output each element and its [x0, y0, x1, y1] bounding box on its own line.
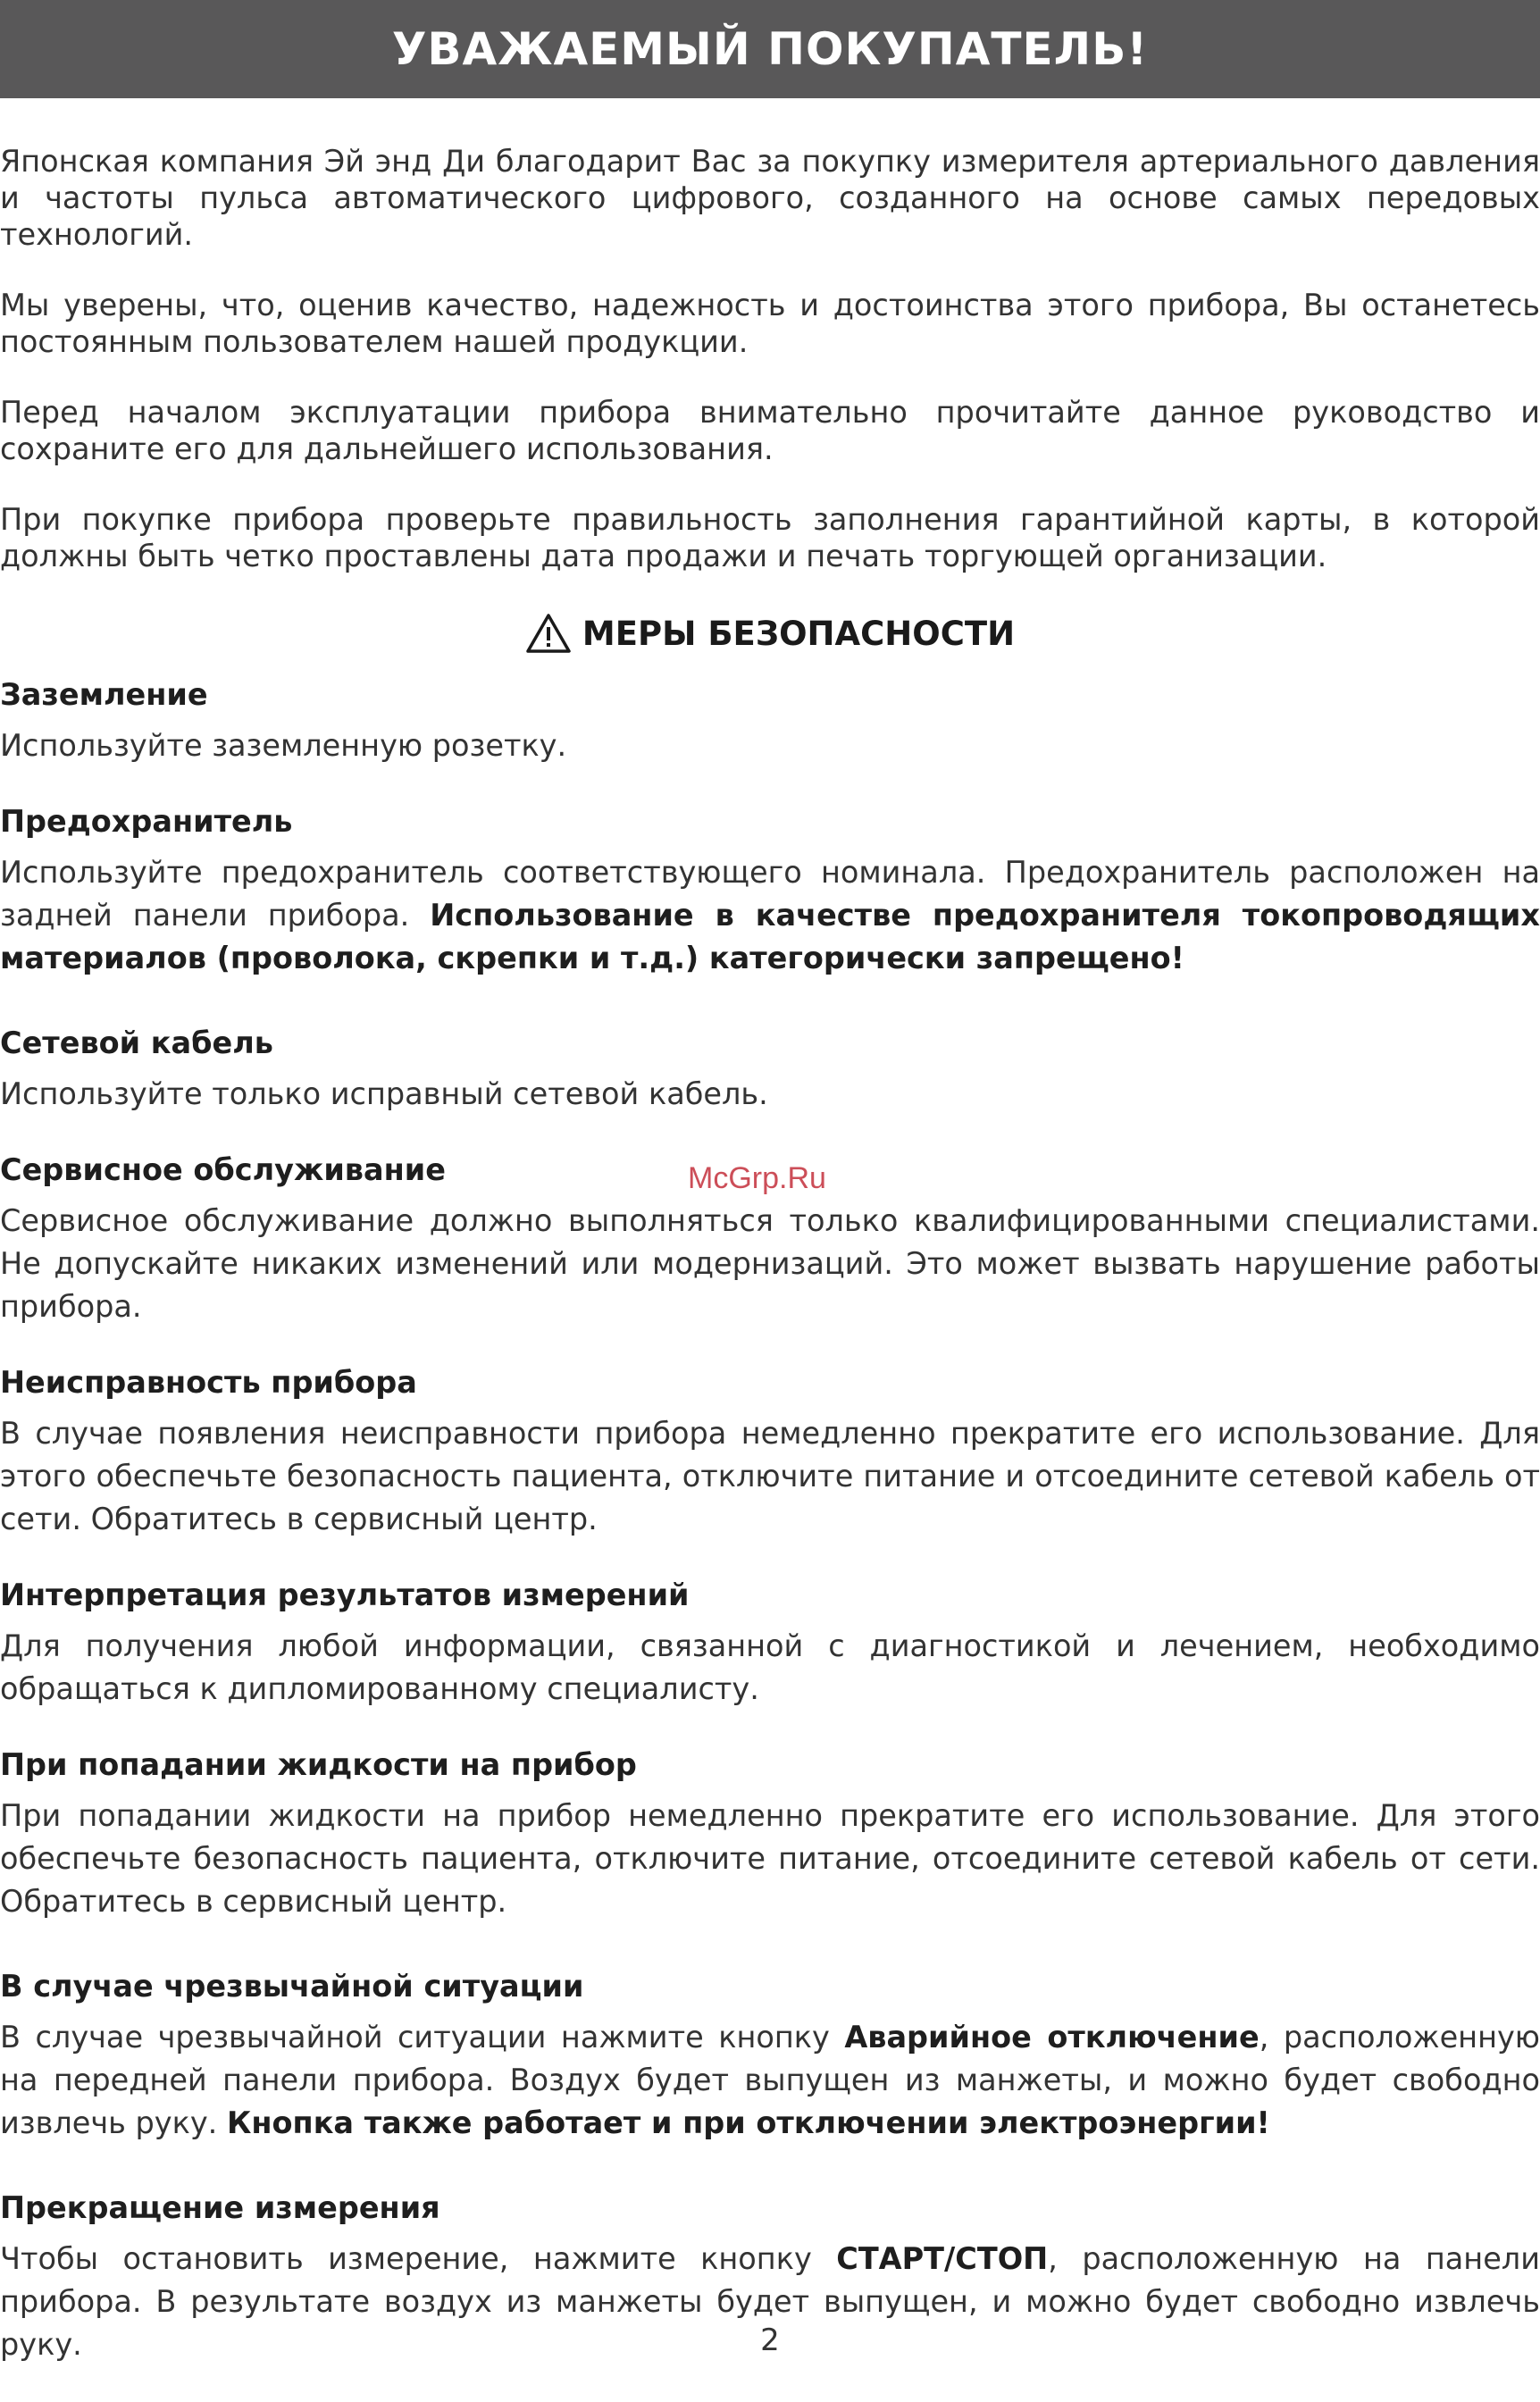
section-heading: Интерпретация результатов измерений [0, 1578, 690, 1612]
intro-paragraph-3: Перед началом эксплуатации прибора внимательно прочитайте данное руководство и сохраните его для дальнейшего использования. [0, 395, 1540, 466]
section-body-warning: Использование в качестве предохранителя токопроводящих материалов (проволока, скрепки и т.д.) категорически запрещено! [0, 898, 1540, 975]
section-fuse [0, 803, 1540, 980]
section-body: При попадании жидкости на прибор немедленно прекратите его использование. Для этого обеспечьте безопасность пациента, отключите питание, отсоедините сетевой кабель от сети. Обратитесь в сервисный центр. [0, 1798, 1540, 1919]
section-body [0, 2016, 1540, 2145]
section-grounding [0, 676, 1540, 767]
section-heading: Прекращение измерения [0, 2190, 440, 2225]
section-body: В случае появления неисправности прибора немедленно прекратите его использование. Для этого обеспечьте безопасность пациента, отключите питание и отсоедините сетевой кабель от сети. Обратитесь в сервисный центр. [0, 1416, 1540, 1536]
intro-paragraph-4: При покупке прибора проверьте правильность заполнения гарантийной карты, в которой должны быть четко проставлены дата продажи и печать торгующей организации. [0, 502, 1540, 573]
section-heading: Предохранитель [0, 804, 293, 839]
section-heading: Неисправность прибора [0, 1365, 417, 1400]
section-body: Для получения любой информации, связанной с диагностикой и лечением, необходимо обращаться к дипломированному специалисту. [0, 1628, 1540, 1706]
section-body [0, 851, 1540, 980]
intro-paragraph-1: Японская компания Эй энд Ди благодарит Вас за покупку измерителя артериального давления и частоты пульса автоматического цифрового, созданного на основе самых передовых технологий. [0, 144, 1540, 252]
header-banner [0, 0, 1540, 98]
warning-triangle-icon [525, 613, 572, 654]
section-heading: При попадании жидкости на прибор [0, 1747, 637, 1782]
section-body-warning: Кнопка также работает и при отключении электроэнергии! [227, 2105, 1270, 2140]
section-body: Используйте заземленную розетку. [0, 728, 567, 763]
section-heading: Сетевой кабель [0, 1025, 273, 1060]
section-body: Используйте только исправный сетевой кабель. [0, 1076, 768, 1111]
page-content [0, 143, 1540, 2402]
section-interpretation [0, 1577, 1540, 1711]
section-malfunction [0, 1364, 1540, 1541]
section-liquid [0, 1746, 1540, 1923]
intro-paragraph-2: Мы уверены, что, оценив качество, надежность и достоинства этого прибора, Вы останетесь постоянным пользователем нашей продукции. [0, 288, 1540, 359]
section-body: Сервисное обслуживание должно выполняться только квалифицированными специалистами. Не допускайте никаких изменений или модернизаций. Это может вызвать нарушение работы прибора. [0, 1203, 1540, 1324]
emergency-button-name: Аварийное отключение [844, 2020, 1260, 2055]
section-heading: В случае чрезвычайной ситуации [0, 1969, 584, 2004]
section-body-text: , расположенную на панели прибора. В результате воздух из манжеты будет выпущен, и можно будет свободно извлечь руку. [0, 2241, 1540, 2362]
safety-heading [0, 607, 1540, 660]
section-body-text: В случае чрезвычайной ситуации нажмите кнопку [0, 2020, 830, 2055]
watermark: McGrp.Ru [688, 1161, 826, 1195]
safety-title: МЕРЫ БЕЗОПАСНОСТИ [582, 614, 1016, 653]
page-title: УВАЖАЕМЫЙ ПОКУПАТЕЛЬ! [391, 23, 1149, 75]
section-power-cable [0, 1025, 1540, 1116]
section-body-text: , расположенную на передней панели прибора. Воздух будет выпущен из манжеты, и можно будет свободно извлечь руку. [0, 2020, 1540, 2140]
section-body-text: Чтобы остановить измерение, нажмите кнопку [0, 2241, 812, 2276]
page-number: 2 [760, 2322, 780, 2358]
section-body-text: Используйте предохранитель соответствующего номинала. Предохранитель расположен на задней панели прибора. [0, 855, 1540, 933]
section-heading: Заземление [0, 677, 208, 712]
section-heading: Сервисное обслуживание [0, 1152, 446, 1187]
start-stop-button-name: СТАРТ/СТОП [836, 2241, 1049, 2276]
section-emergency [0, 1968, 1540, 2145]
